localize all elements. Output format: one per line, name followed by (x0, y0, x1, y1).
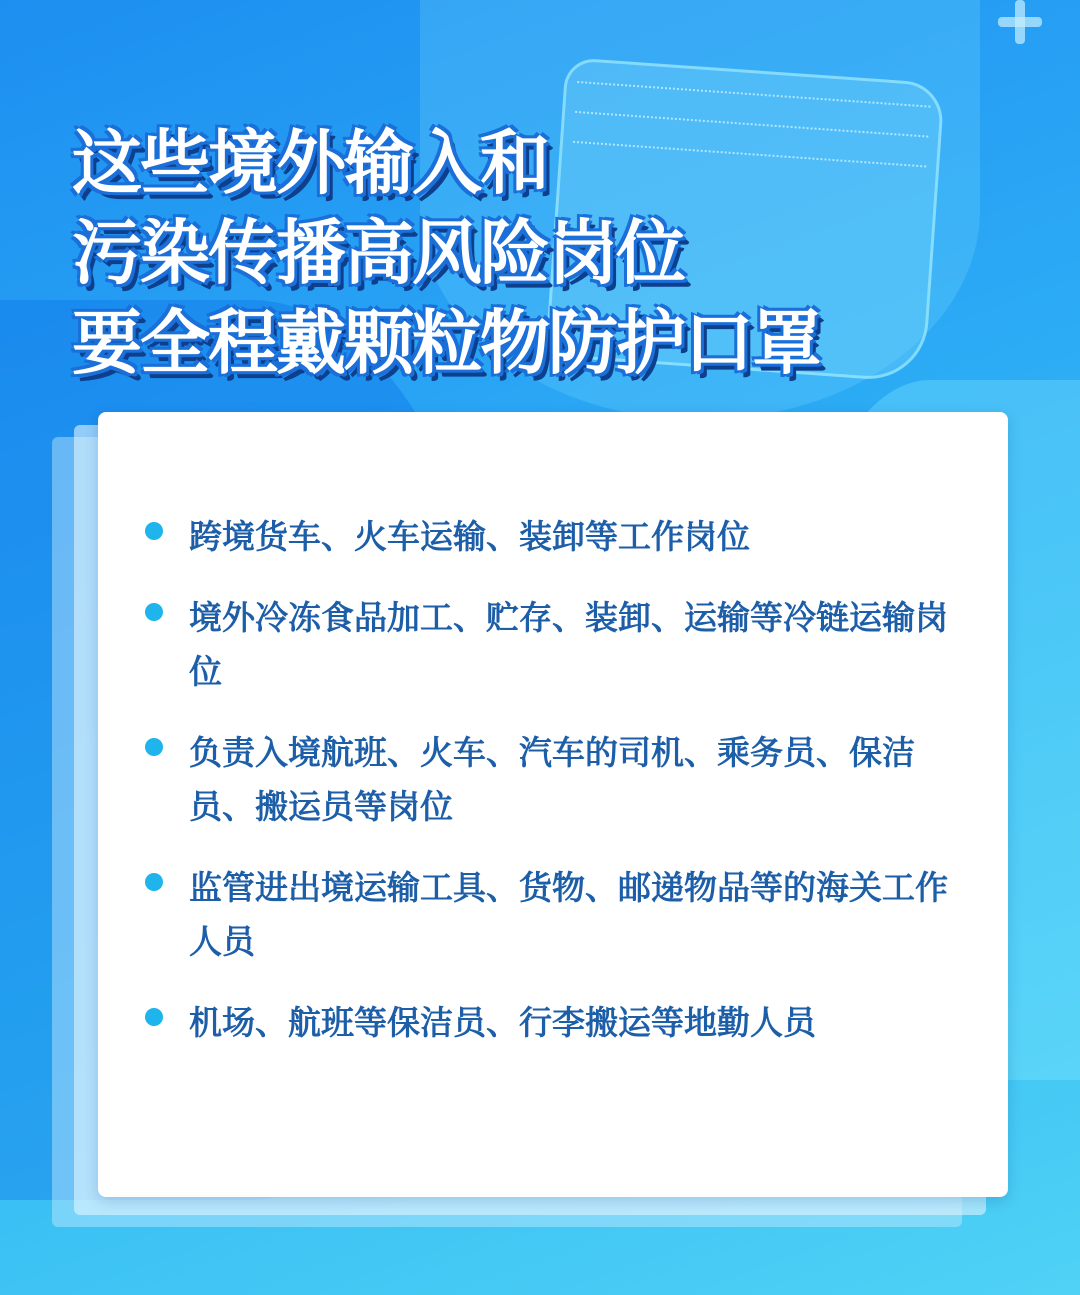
bullet-dot-icon (145, 1008, 163, 1026)
list-item: 境外冷冻食品加工、贮存、装卸、运输等冷链运输岗位 (143, 591, 963, 699)
list-item: 负责入境航班、火车、汽车的司机、乘务员、保洁员、搬运员等岗位 (143, 726, 963, 834)
content-card (98, 412, 1008, 1197)
page-title (72, 118, 972, 388)
title-line: 要全程戴颗粒物防护口罩 (72, 302, 820, 384)
bullet-dot-icon (145, 603, 163, 621)
title-line: 这些境外输入和 (72, 122, 548, 204)
bullet-dot-icon (145, 873, 163, 891)
title-line: 污染传播高风险岗位 (72, 212, 684, 294)
plus-icon (998, 0, 1042, 44)
list-item: 机场、航班等保洁员、行李搬运等地勤人员 (143, 996, 963, 1050)
bullet-dot-icon (145, 522, 163, 540)
list-item: 监管进出境运输工具、货物、邮递物品等的海关工作人员 (143, 861, 963, 969)
bullet-dot-icon (145, 738, 163, 756)
position-list (143, 510, 963, 1077)
list-item: 跨境货车、火车运输、装卸等工作岗位 (143, 510, 963, 564)
